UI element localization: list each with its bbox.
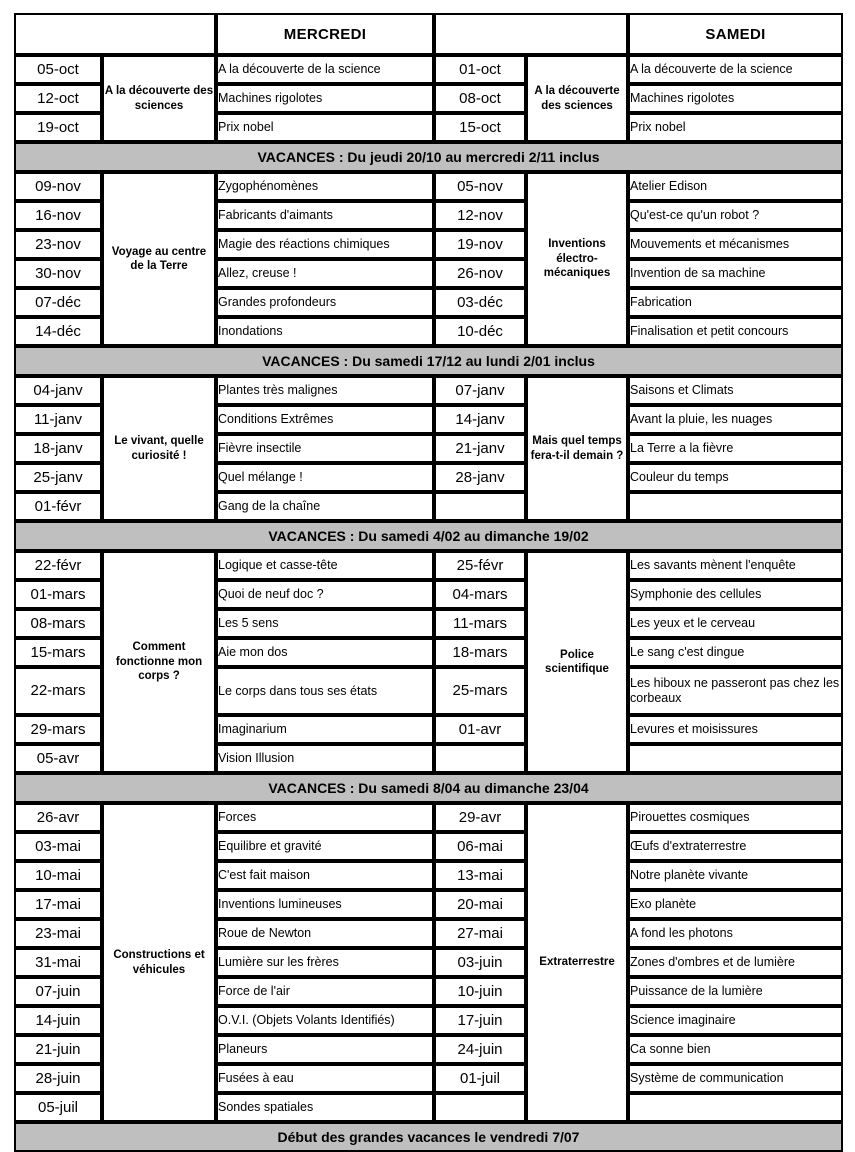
table-row <box>14 551 843 580</box>
mercredi-date[interactable]: 15-mars <box>14 638 102 667</box>
mercredi-date[interactable]: 05-juil <box>14 1093 102 1122</box>
table-header-row <box>14 13 843 55</box>
samedi-date[interactable]: 24-juin <box>434 1035 526 1064</box>
samedi-date[interactable]: 03-déc <box>434 288 526 317</box>
samedi-date[interactable]: 06-mai <box>434 832 526 861</box>
mercredi-activity[interactable]: A la découverte de la science <box>216 55 434 84</box>
mercredi-activity[interactable]: O.V.I. (Objets Volants Identifiés) <box>216 1006 434 1035</box>
samedi-activity[interactable]: Symphonie des cellules <box>628 580 843 609</box>
samedi-activity[interactable]: La Terre a la fièvre <box>628 434 843 463</box>
samedi-date[interactable]: 20-mai <box>434 890 526 919</box>
samedi-date[interactable]: 01-avr <box>434 715 526 744</box>
mercredi-activity[interactable]: Machines rigolotes <box>216 84 434 113</box>
samedi-date-empty <box>434 744 526 773</box>
mercredi-activity[interactable]: Roue de Newton <box>216 919 434 948</box>
mercredi-activity[interactable]: Zygophénomènes <box>216 172 434 201</box>
samedi-date[interactable]: 19-nov <box>434 230 526 259</box>
mercredi-date[interactable]: 31-mai <box>14 948 102 977</box>
mercredi-date[interactable]: 29-mars <box>14 715 102 744</box>
mercredi-activity[interactable]: Plantes très malignes <box>216 376 434 405</box>
mercredi-date[interactable]: 05-avr <box>14 744 102 773</box>
mercredi-date[interactable]: 10-mai <box>14 861 102 890</box>
mercredi-activity[interactable]: Planeurs <box>216 1035 434 1064</box>
samedi-date[interactable]: 01-juil <box>434 1064 526 1093</box>
samedi-activity[interactable]: Invention de sa machine <box>628 259 843 288</box>
vacation-banner: VACANCES : Du samedi 8/04 au dimanche 23/04 <box>14 773 843 803</box>
samedi-date[interactable]: 21-janv <box>434 434 526 463</box>
vacation-banner: VACANCES : Du samedi 4/02 au dimanche 19/02 <box>14 521 843 551</box>
mercredi-date[interactable]: 01-mars <box>14 580 102 609</box>
samedi-date[interactable]: 17-juin <box>434 1006 526 1035</box>
mercredi-date[interactable]: 16-nov <box>14 201 102 230</box>
table-row <box>14 376 843 405</box>
mercredi-activity[interactable]: Imaginarium <box>216 715 434 744</box>
mercredi-activity[interactable]: Grandes profondeurs <box>216 288 434 317</box>
samedi-activity[interactable]: Mouvements et mécanismes <box>628 230 843 259</box>
samedi-date-empty <box>434 1093 526 1122</box>
samedi-theme[interactable]: Inventions électro-mécaniques <box>526 172 628 346</box>
header-blank-middle <box>434 13 628 55</box>
samedi-date[interactable]: 28-janv <box>434 463 526 492</box>
samedi-date[interactable]: 03-juin <box>434 948 526 977</box>
mercredi-date[interactable]: 23-mai <box>14 919 102 948</box>
mercredi-activity[interactable]: Quel mélange ! <box>216 463 434 492</box>
samedi-activity[interactable]: Qu'est-ce qu'un robot ? <box>628 201 843 230</box>
samedi-activity[interactable]: Couleur du temps <box>628 463 843 492</box>
mercredi-activity[interactable]: Vision Illusion <box>216 744 434 773</box>
mercredi-date[interactable]: 22-févr <box>14 551 102 580</box>
samedi-activity[interactable]: Les hiboux ne passeront pas chez les corbeaux <box>628 667 843 715</box>
samedi-date[interactable]: 13-mai <box>434 861 526 890</box>
samedi-date[interactable]: 27-mai <box>434 919 526 948</box>
samedi-date[interactable]: 29-avr <box>434 803 526 832</box>
table-row <box>14 803 843 832</box>
mercredi-activity[interactable]: Equilibre et gravité <box>216 832 434 861</box>
planning-table <box>14 13 843 1152</box>
samedi-theme[interactable]: Police scientifique <box>526 551 628 773</box>
vacation-banner-row <box>14 346 843 376</box>
mercredi-date[interactable]: 11-janv <box>14 405 102 434</box>
mercredi-date[interactable]: 19-oct <box>14 113 102 142</box>
mercredi-activity[interactable]: Force de l'air <box>216 977 434 1006</box>
mercredi-activity[interactable]: Aie mon dos <box>216 638 434 667</box>
mercredi-theme[interactable]: Constructions et véhicules <box>102 803 216 1122</box>
mercredi-date[interactable]: 12-oct <box>14 84 102 113</box>
mercredi-date[interactable]: 05-oct <box>14 55 102 84</box>
mercredi-activity[interactable]: Forces <box>216 803 434 832</box>
samedi-date[interactable]: 10-juin <box>434 977 526 1006</box>
mercredi-activity[interactable]: Prix nobel <box>216 113 434 142</box>
samedi-date[interactable]: 14-janv <box>434 405 526 434</box>
mercredi-date[interactable]: 22-mars <box>14 667 102 715</box>
mercredi-activity[interactable]: Logique et casse-tête <box>216 551 434 580</box>
mercredi-date[interactable]: 07-juin <box>14 977 102 1006</box>
mercredi-date[interactable]: 28-juin <box>14 1064 102 1093</box>
mercredi-theme[interactable]: Le vivant, quelle curiosité ! <box>102 376 216 521</box>
mercredi-activity[interactable]: Lumière sur les frères <box>216 948 434 977</box>
table-row <box>14 55 843 84</box>
samedi-date[interactable]: 07-janv <box>434 376 526 405</box>
vacation-banner-row <box>14 521 843 551</box>
header-blank-left <box>14 13 216 55</box>
mercredi-date[interactable]: 09-nov <box>14 172 102 201</box>
mercredi-activity[interactable]: Magie des réactions chimiques <box>216 230 434 259</box>
mercredi-date[interactable]: 25-janv <box>14 463 102 492</box>
samedi-activity[interactable]: Exo planète <box>628 890 843 919</box>
samedi-activity[interactable]: Le sang c'est dingue <box>628 638 843 667</box>
mercredi-activity[interactable]: Le corps dans tous ses états <box>216 667 434 715</box>
samedi-activity[interactable]: Les savants mènent l'enquête <box>628 551 843 580</box>
mercredi-theme[interactable]: Voyage au centre de la Terre <box>102 172 216 346</box>
samedi-activity[interactable]: Ca sonne bien <box>628 1035 843 1064</box>
mercredi-date[interactable]: 17-mai <box>14 890 102 919</box>
samedi-activity[interactable]: Pirouettes cosmiques <box>628 803 843 832</box>
samedi-date[interactable]: 10-déc <box>434 317 526 346</box>
vacation-banner-row <box>14 773 843 803</box>
samedi-activity[interactable]: Levures et moisissures <box>628 715 843 744</box>
mercredi-activity[interactable]: C'est fait maison <box>216 861 434 890</box>
samedi-date-empty <box>434 492 526 521</box>
samedi-activity[interactable]: Notre planète vivante <box>628 861 843 890</box>
samedi-date[interactable]: 15-oct <box>434 113 526 142</box>
footer-banner: Début des grandes vacances le vendredi 7/07 <box>14 1122 843 1152</box>
samedi-activity[interactable]: Machines rigolotes <box>628 84 843 113</box>
samedi-activity[interactable]: Prix nobel <box>628 113 843 142</box>
footer-banner-row <box>14 1122 843 1152</box>
samedi-activity[interactable]: Saisons et Climats <box>628 376 843 405</box>
samedi-activity-empty <box>628 1093 843 1122</box>
samedi-activity-empty <box>628 744 843 773</box>
samedi-date[interactable]: 18-mars <box>434 638 526 667</box>
mercredi-activity[interactable]: Quoi de neuf doc ? <box>216 580 434 609</box>
mercredi-activity[interactable]: Fièvre insectile <box>216 434 434 463</box>
samedi-activity[interactable]: Les yeux et le cerveau <box>628 609 843 638</box>
mercredi-activity[interactable]: Fabricants d'aimants <box>216 201 434 230</box>
samedi-activity[interactable]: Puissance de la lumière <box>628 977 843 1006</box>
mercredi-date[interactable]: 04-janv <box>14 376 102 405</box>
samedi-activity[interactable]: A la découverte de la science <box>628 55 843 84</box>
samedi-activity[interactable]: Zones d'ombres et de lumière <box>628 948 843 977</box>
mercredi-activity[interactable]: Allez, creuse ! <box>216 259 434 288</box>
samedi-date[interactable]: 01-oct <box>434 55 526 84</box>
vacation-banner-row <box>14 142 843 172</box>
mercredi-date[interactable]: 21-juin <box>14 1035 102 1064</box>
mercredi-activity[interactable]: Inventions lumineuses <box>216 890 434 919</box>
mercredi-activity[interactable]: Les 5 sens <box>216 609 434 638</box>
mercredi-theme[interactable]: Comment fonctionne mon corps ? <box>102 551 216 773</box>
samedi-date[interactable]: 25-mars <box>434 667 526 715</box>
mercredi-date[interactable]: 18-janv <box>14 434 102 463</box>
samedi-activity[interactable]: A fond les photons <box>628 919 843 948</box>
samedi-activity[interactable]: Fabrication <box>628 288 843 317</box>
mercredi-activity[interactable]: Sondes spatiales <box>216 1093 434 1122</box>
samedi-theme[interactable]: Mais quel temps fera-t-il demain ? <box>526 376 628 521</box>
mercredi-date[interactable]: 07-déc <box>14 288 102 317</box>
mercredi-date[interactable]: 01-févr <box>14 492 102 521</box>
mercredi-activity[interactable]: Inondations <box>216 317 434 346</box>
mercredi-date[interactable]: 14-déc <box>14 317 102 346</box>
vacation-banner: VACANCES : Du samedi 17/12 au lundi 2/01 inclus <box>14 346 843 376</box>
mercredi-theme[interactable]: A la découverte des sciences <box>102 55 216 142</box>
mercredi-date[interactable]: 08-mars <box>14 609 102 638</box>
samedi-date[interactable]: 05-nov <box>434 172 526 201</box>
samedi-activity[interactable]: Système de communication <box>628 1064 843 1093</box>
samedi-date[interactable]: 26-nov <box>434 259 526 288</box>
mercredi-date[interactable]: 14-juin <box>14 1006 102 1035</box>
mercredi-activity[interactable]: Conditions Extrêmes <box>216 405 434 434</box>
mercredi-activity[interactable]: Fusées à eau <box>216 1064 434 1093</box>
header-mercredi: MERCREDI <box>216 13 434 55</box>
samedi-activity-empty <box>628 492 843 521</box>
mercredi-date[interactable]: 26-avr <box>14 803 102 832</box>
vacation-banner: VACANCES : Du jeudi 20/10 au mercredi 2/11 inclus <box>14 142 843 172</box>
samedi-date[interactable]: 12-nov <box>434 201 526 230</box>
samedi-activity[interactable]: Science imaginaire <box>628 1006 843 1035</box>
samedi-date[interactable]: 11-mars <box>434 609 526 638</box>
samedi-date[interactable]: 25-févr <box>434 551 526 580</box>
samedi-activity[interactable]: Finalisation et petit concours <box>628 317 843 346</box>
table-row <box>14 172 843 201</box>
mercredi-date[interactable]: 23-nov <box>14 230 102 259</box>
samedi-activity[interactable]: Avant la pluie, les nuages <box>628 405 843 434</box>
samedi-date[interactable]: 04-mars <box>434 580 526 609</box>
samedi-theme[interactable]: A la découverte des sciences <box>526 55 628 142</box>
mercredi-activity[interactable]: Gang de la chaîne <box>216 492 434 521</box>
samedi-theme[interactable]: Extraterrestre <box>526 803 628 1122</box>
mercredi-date[interactable]: 03-mai <box>14 832 102 861</box>
samedi-activity[interactable]: Atelier Edison <box>628 172 843 201</box>
samedi-date[interactable]: 08-oct <box>434 84 526 113</box>
mercredi-date[interactable]: 30-nov <box>14 259 102 288</box>
header-samedi: SAMEDI <box>628 13 843 55</box>
samedi-activity[interactable]: Œufs d'extraterrestre <box>628 832 843 861</box>
